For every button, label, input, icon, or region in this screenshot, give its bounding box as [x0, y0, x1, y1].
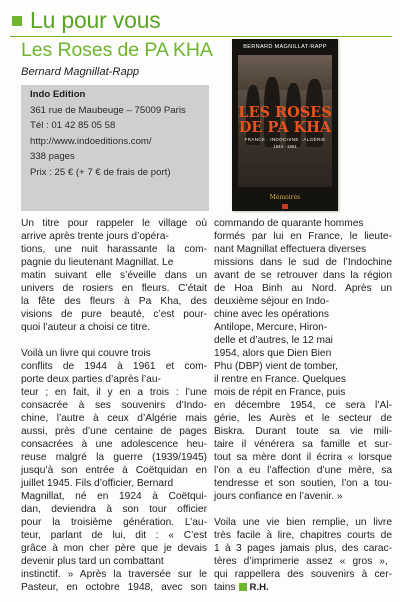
article-line: chine, l’autre à ceux d’Algérie mais — [21, 413, 207, 424]
article-line: jours confiance en l’avenir. » — [214, 491, 343, 502]
publisher-website[interactable]: http://www.indoeditions.com/ — [30, 136, 152, 147]
article-line: arrive après trente jours d’opéra- — [21, 231, 169, 242]
article-line: Biskra. Durant toute sa vie mili- — [214, 426, 392, 437]
article-line: de Hoa Binh au Nord. Après un — [214, 283, 392, 294]
article-line: Phu (DBP) vient de tomber, — [214, 361, 339, 372]
price: Prix : 25 € (+ 7 € de frais de port) — [30, 167, 171, 178]
page-count: 338 pages — [30, 151, 75, 162]
article-line: tout sa mère dont il écrira « lorsque — [214, 452, 392, 463]
article-last-line — [214, 581, 392, 594]
article-line: tères d’imprimerie assez « gros », — [214, 556, 388, 567]
article-line: consacrées à une adolescence heu- — [21, 439, 207, 450]
article-line: très facile à lire, chapitres courts de — [214, 530, 392, 541]
article-line: quoi l’auteur a choisi ce titre. — [21, 322, 151, 333]
article-line: deuxième séjour en Indo- — [214, 296, 329, 307]
article-line: Voila une vie bien remplie, un livre — [214, 517, 392, 528]
cover-publisher-logo — [282, 204, 288, 209]
book-title: Les Roses de PA KHA — [21, 39, 213, 61]
article-line: pagnie du lieutenant Magnillat. Le — [21, 257, 174, 268]
article-line: l’on a eu l’affection d’une mère, sa — [214, 465, 392, 476]
article-line: instinctif. » Après la traversée sur le — [21, 569, 207, 580]
article-line: Magnillat, né en 1924 à Coëtqui- — [21, 491, 207, 502]
cover-subtitle: FRANCE · INDOCHINE · ALGÉRIE — [244, 137, 326, 142]
article-line: qui rappellera des souvenirs à cer- — [214, 569, 392, 580]
article-line: reuse malgré la guerre (1939/1945) — [21, 452, 207, 463]
article-line: gérie, les Aurès et le secteur de — [214, 413, 392, 424]
article-line: grâce à mon cher père que je devais — [21, 543, 207, 554]
article-line: taire il vénérera sa famille et sur- — [214, 439, 392, 450]
article-line: delle et d’autres, le 12 mai — [214, 335, 333, 346]
article-line: visions de pure beauté, c’est pour- — [21, 309, 207, 320]
article-line: Antilope, Mercure, Hiron- — [214, 322, 328, 333]
article-line: teur, parlant de lui, dit : « C’est — [21, 530, 207, 541]
book-author: Bernard Magnillat-Rapp — [21, 66, 140, 78]
article-line: chine avec les opérations — [214, 309, 329, 320]
publication-info-box — [21, 85, 209, 211]
article-line: teur ; en fait, il y en a trois : l’une — [21, 387, 207, 398]
cover-author: BERNARD MAGNILLAT-RAPP — [243, 44, 327, 50]
signature-marker-square — [239, 583, 247, 591]
article-line: dan, deviendra à son tour officier — [21, 504, 207, 515]
article-line: 1 à 3 pages jamais plus, des carac- — [214, 543, 392, 554]
article-line: tendresse et son soutien, l’on a tou- — [214, 478, 392, 489]
book-cover-image — [232, 39, 338, 211]
section-header — [10, 6, 392, 37]
article-line: aussi, près d’une centaine de pages — [21, 426, 207, 437]
article-line: 1954, alors que Dien Bien — [214, 348, 332, 359]
article-line: nant Magnillat effectuera diverses — [214, 244, 367, 255]
cover-title-line-2: DE PA KHA — [238, 119, 332, 136]
article-line: conflits de 1944 à 1961 et com- — [21, 361, 207, 372]
cover-title-line-1: LES ROSES — [238, 104, 332, 121]
article-line: mois de répit en France, puis — [214, 387, 346, 398]
article-line: pour la troisième génération. L’au- — [21, 517, 207, 528]
article-line: formés par lui en France, le lieute- — [214, 231, 392, 242]
cover-dates: 1944 · 1961 — [273, 144, 297, 149]
article-line: la fête des fleurs à Pa Kha, des — [21, 296, 207, 307]
section-marker-square — [12, 16, 22, 26]
article-line: jusqu’à son entrée à Coëtquidan en — [21, 465, 207, 476]
cover-publisher: Mémoires — [269, 194, 301, 201]
publisher-address: 361 rue de Maubeuge – 75009 Paris — [30, 105, 186, 116]
article-line: porte deux parties d’après l’au- — [21, 374, 161, 385]
article-line: Voilà un livre qui couvre trois — [21, 348, 151, 359]
article-signature: R.H. — [249, 582, 269, 593]
publisher-name: Indo Edition — [30, 89, 86, 100]
article-line: juillet 1945. Fils d’officier, Bernard — [21, 478, 174, 489]
article-line: Pasteur, en octobre 1948, avec son — [21, 582, 207, 593]
article-line: Un titre pour rappeler le village où — [21, 218, 207, 229]
article-line: il rentre en France. Quelques — [214, 374, 346, 385]
article-line: missions dans le sud de l’Indochine — [214, 257, 392, 268]
section-title: Lu pour vous — [30, 7, 161, 33]
article-line: univers de rosiers en fleurs. C’était — [21, 283, 207, 294]
article-line: matin suivant elle s’éveille dans un — [21, 270, 207, 281]
article-line-text: tains — [214, 582, 236, 593]
article-line: tions, une nuit harassante la com- — [21, 244, 207, 255]
cover-title — [232, 105, 338, 135]
article-line: avant de se retrouver dans la région — [214, 270, 392, 281]
article-line: devenir plus tard un combattant — [21, 556, 164, 567]
article-line: consacrée à ses souvenirs d’Indo- — [21, 400, 207, 411]
publisher-phone: Tél : 01 42 85 05 58 — [30, 120, 116, 131]
article-line — [214, 503, 392, 516]
article-line: en décembre 1954, ce sera l’Al- — [214, 400, 392, 411]
article-line: commando de quarante hommes — [214, 218, 364, 229]
article-line — [21, 334, 207, 347]
